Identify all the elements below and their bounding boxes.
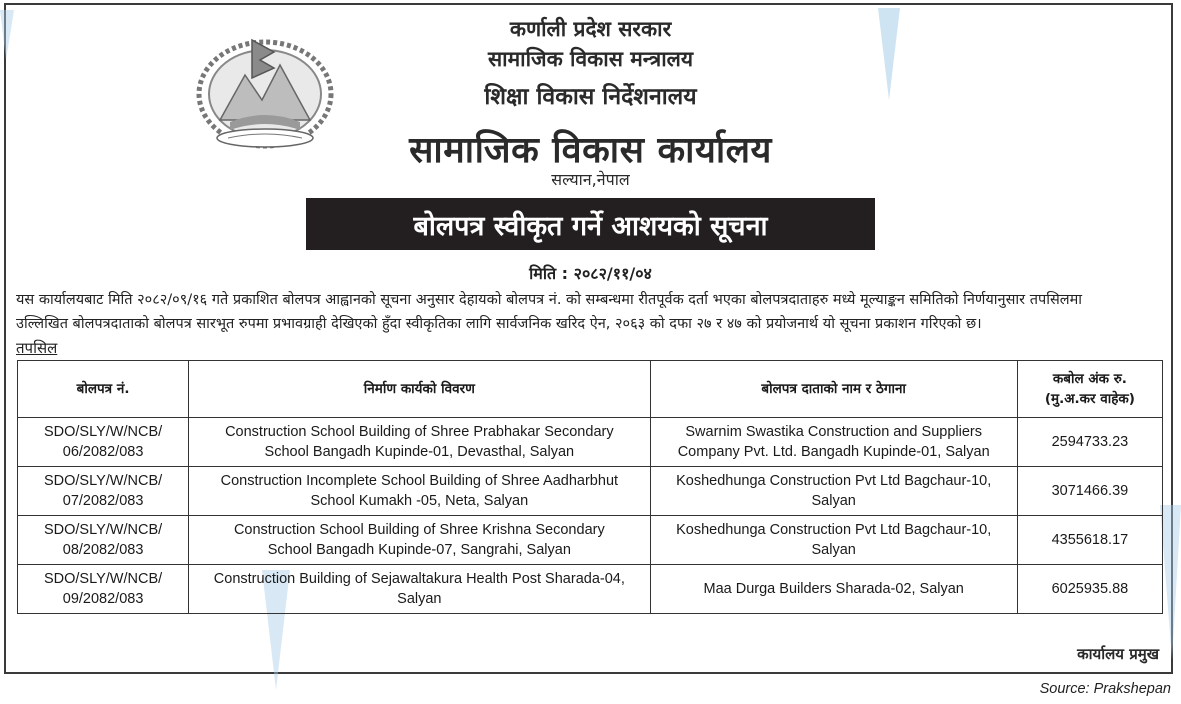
notice-body <box>16 288 1166 336</box>
bid-results-table <box>17 360 1163 614</box>
header-amount <box>1017 361 1162 418</box>
amount-cell: 4355618.17 <box>1017 516 1162 565</box>
bid-no-cell <box>18 418 189 467</box>
source-credit: Source: Prakshepan <box>1039 681 1171 697</box>
amount-cell: 2594733.23 <box>1017 418 1162 467</box>
description-line: Construction School Building of Shree Prabhakar Secondary <box>225 424 614 440</box>
bid-no-line: 08/2082/083 <box>62 542 144 558</box>
table-row <box>18 418 1163 467</box>
notice-date: मिति : २०८२/११/०४ <box>529 264 652 283</box>
bid-no-cell <box>18 565 189 614</box>
description-cell <box>189 418 650 467</box>
bidder-line: Salyan <box>811 542 856 558</box>
bidder-line: Swarnim Swastika Construction and Suppliers <box>685 424 982 440</box>
description-cell <box>189 516 650 565</box>
header-bid-no: बोलपत्र नं. <box>18 361 189 418</box>
bid-no-line: SDO/SLY/W/NCB/ <box>43 473 163 489</box>
header-description: निर्माण कार्यको विवरण <box>189 361 650 418</box>
header-bidder: बोलपत्र दाताको नाम र ठेगाना <box>650 361 1017 418</box>
province-government-heading: कर्णाली प्रदेश सरकार <box>509 17 672 41</box>
bidder-line: Koshedhunga Construction Pvt Ltd Bagchaur-10, <box>676 522 992 538</box>
directorate-heading: शिक्षा विकास निर्देशनालय <box>484 84 697 110</box>
office-chief-signature: कार्यालय प्रमुख <box>1077 645 1159 663</box>
bid-no-cell <box>18 467 189 516</box>
office-location: सल्यान,नेपाल <box>551 170 630 189</box>
table-row <box>18 516 1163 565</box>
bidder-line: Company Pvt. Ltd. Bangadh Kupinde-01, Salyan <box>677 444 990 460</box>
tapsil-label: तपसिल <box>16 339 58 357</box>
header-amount-line: (मु.अ.कर वाहेक) <box>1044 391 1135 407</box>
bidder-line: Koshedhunga Construction Pvt Ltd Bagchaur-10, <box>676 473 992 489</box>
table-row <box>18 467 1163 516</box>
ministry-heading: सामाजिक विकास मन्त्रालय <box>487 47 694 71</box>
bidder-line: Salyan <box>811 493 856 509</box>
bid-no-line: SDO/SLY/W/NCB/ <box>43 424 163 440</box>
notice-body-line: यस कार्यालयबाट मिति २०८२/०९/१६ गते प्रकाशित बोलपत्र आह्वानको सूचना अनुसार देहायको बोलपत्र नं. को सम्बन्धमा रीतपूर्वक दर्ता भएका बोलपत्रदाताहरु मध्ये मूल्याङ्कन समितिको निर्णयानुसार तपसिलमा <box>16 292 1083 308</box>
description-line: School Bangadh Kupinde-07, Sangrahi, Salyan <box>267 542 571 558</box>
office-title: सामाजिक विकास कार्यालय <box>409 130 772 171</box>
description-line: Construction Building of Sejawaltakura Health Post Sharada-04, <box>213 571 625 587</box>
bid-no-line: 06/2082/083 <box>62 444 144 460</box>
bid-no-line: 09/2082/083 <box>62 591 144 607</box>
bidder-line: Maa Durga Builders Sharada-02, Salyan <box>703 581 964 597</box>
description-line: Salyan <box>397 591 442 607</box>
amount-cell: 6025935.88 <box>1017 565 1162 614</box>
bidder-cell <box>650 565 1017 614</box>
description-line: School Kumakh -05, Neta, Salyan <box>310 493 529 509</box>
table-header-row <box>18 361 1163 418</box>
description-line: School Bangadh Kupinde-01, Devasthal, Salyan <box>264 444 575 460</box>
bid-no-line: SDO/SLY/W/NCB/ <box>43 571 163 587</box>
notice-title-banner: बोलपत्र स्वीकृत गर्ने आशयको सूचना <box>306 198 875 250</box>
bid-no-line: SDO/SLY/W/NCB/ <box>43 522 163 538</box>
bid-no-cell <box>18 516 189 565</box>
description-line: Construction School Building of Shree Krishna Secondary <box>233 522 605 538</box>
table-row <box>18 565 1163 614</box>
header-amount-line: कबोल अंक रु. <box>1052 371 1127 387</box>
bidder-cell <box>650 467 1017 516</box>
description-cell <box>189 565 650 614</box>
bid-no-line: 07/2082/083 <box>62 493 144 509</box>
amount-cell: 3071466.39 <box>1017 467 1162 516</box>
bidder-cell <box>650 516 1017 565</box>
bidder-cell <box>650 418 1017 467</box>
description-line: Construction Incomplete School Building of Shree Aadharbhut <box>220 473 619 489</box>
notice-body-line: उल्लिखित बोलपत्रदाताको बोलपत्र सारभूत रुपमा प्रभावग्राही देखिएको हुँदा स्वीकृतिका लागि सार्वजनिक खरिद ऐन, २०६३ को दफा २७ र ४७ को प्रयोजनार्थ यो सूचना प्रकाशन गरिएको छ। <box>16 316 982 332</box>
description-cell <box>189 467 650 516</box>
